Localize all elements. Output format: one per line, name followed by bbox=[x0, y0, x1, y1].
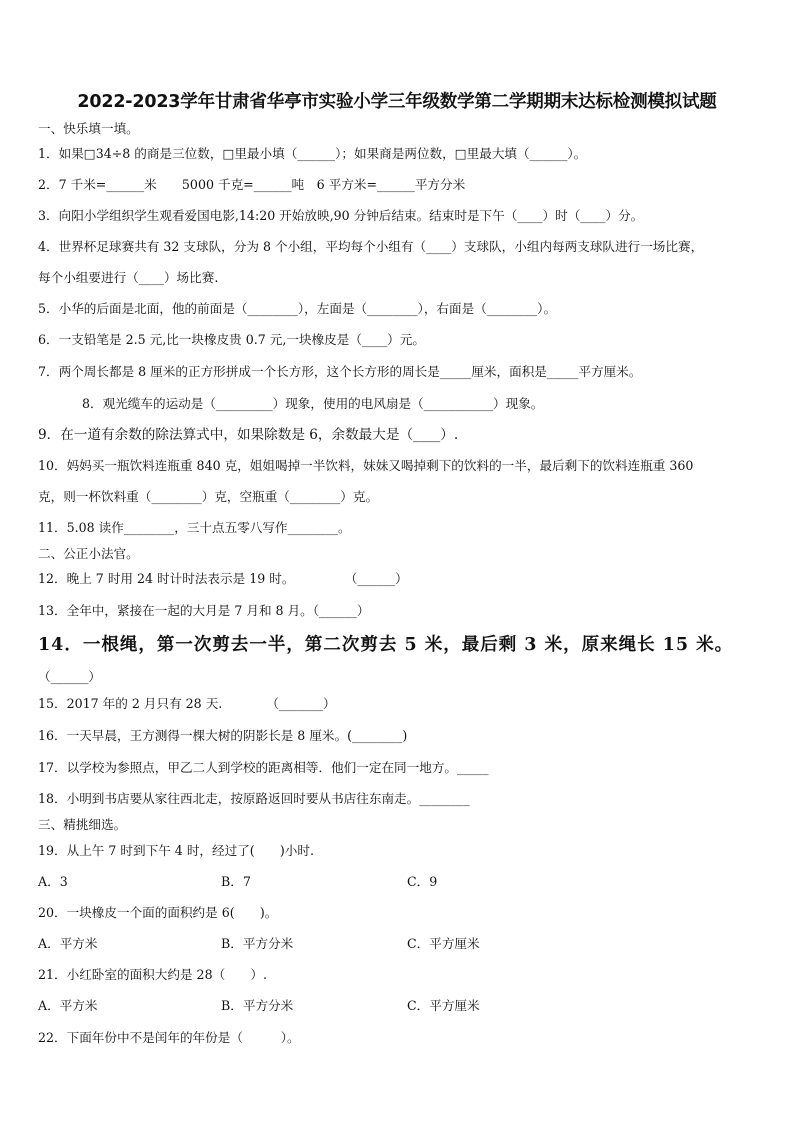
question-21-option-a: A．平方米 bbox=[38, 998, 98, 1013]
question-1: 1．如果□34÷8 的商是三位数，□里最小填（______）；如果商是两位数，□里最大填（______）。 bbox=[38, 146, 587, 161]
section-heading-1: 一、快乐填一填。 bbox=[38, 121, 139, 136]
section-heading-2: 二、公正小法官。 bbox=[38, 546, 139, 561]
question-7: 7．两个周长都是 8 厘米的正方形拼成一个长方形，这个长方形的周长是_____厘米，面积是_____平方厘米。 bbox=[38, 364, 642, 379]
question-21: 21．小红卧室的面积大约是 28（ ）. bbox=[38, 967, 267, 982]
question-9: 9．在一道有余数的除法算式中，如果除数是 6，余数最大是（____）. bbox=[38, 427, 459, 443]
question-5: 5．小华的后面是北面，他的前面是（________），左面是（________），右面是（________）。 bbox=[38, 301, 557, 316]
question-14-line-2: （______） bbox=[38, 669, 101, 684]
question-19-option-a: A．3 bbox=[38, 874, 68, 889]
question-22: 22．下面年份中不是闰年的年份是（ ）。 bbox=[38, 1030, 300, 1045]
question-14-line-1: 14．一根绳，第一次剪去一半，第二次剪去 5 米，最后剩 3 米，原来绳长 15 米。 bbox=[38, 635, 734, 655]
question-21-option-c: C．平方厘米 bbox=[407, 998, 480, 1013]
question-15: 15．2017 年的 2 月只有 28 天. （_______） bbox=[38, 696, 336, 711]
question-10-line-2: 克，则一杯饮料重（________）克，空瓶重（________）克。 bbox=[38, 489, 379, 504]
question-4-line-2: 每个小组要进行（____）场比赛. bbox=[38, 270, 219, 285]
question-20-option-a: A．平方米 bbox=[38, 936, 98, 951]
question-11: 11．5.08 读作________，三十点五零八写作________。 bbox=[38, 520, 351, 535]
section-heading-3: 三、精挑细选。 bbox=[38, 817, 127, 832]
page-title: 2022-2023学年甘肃省华亭市实验小学三年级数学第二学期期末达标检测模拟试题 bbox=[77, 92, 717, 112]
question-20: 20．一块橡皮一个面的面积约是 6( )。 bbox=[38, 905, 278, 920]
question-19-option-b: B．7 bbox=[221, 874, 251, 889]
question-10-line-1: 10．妈妈买一瓶饮料连瓶重 840 克，姐姐喝掉一半饮料，妹妹又喝掉剩下的饮料的一半，最后剩下的饮料连瓶重 360 bbox=[38, 458, 694, 473]
question-17: 17．以学校为参照点，甲乙二人到学校的距离相等．他们一定在同一地方。_____ bbox=[38, 760, 489, 775]
question-6: 6．一支铅笔是 2.5 元,比一块橡皮贵 0.7 元,一块橡皮是（____）元。 bbox=[38, 332, 425, 347]
question-21-option-b: B．平方分米 bbox=[221, 998, 294, 1013]
question-20-option-c: C．平方厘米 bbox=[407, 936, 480, 951]
question-19-option-c: C．9 bbox=[407, 874, 438, 889]
question-4-line-1: 4．世界杯足球赛共有 32 支球队，分为 8 个小组，平均每个小组有（____）支球队，小组内每两支球队进行一场比赛， bbox=[38, 239, 704, 254]
question-20-option-b: B．平方分米 bbox=[221, 936, 294, 951]
question-16: 16．一天早晨，王方测得一棵大树的阴影长是 8 厘米。(________) bbox=[38, 728, 408, 743]
question-13: 13．全年中，紧接在一起的大月是 7 月和 8 月。（______） bbox=[38, 603, 370, 618]
question-18: 18．小明到书店要从家往西北走，按原路返回时要从书店往东南走。________ bbox=[38, 791, 470, 806]
question-19: 19．从上午 7 时到下午 4 时，经过了( )小时. bbox=[38, 843, 314, 858]
question-2: 2．7 千米=______米 5000 千克=______吨 6 平方米=______平方分米 bbox=[38, 177, 466, 192]
question-3: 3．向阳小学组织学生观看爱国电影,14:20 开始放映,90 分钟后结束。结束时是下午（____）时（____）分。 bbox=[38, 208, 644, 223]
question-12: 12．晚上 7 时用 24 时计时法表示是 19 时。 （______） bbox=[38, 571, 408, 586]
question-8: 8．观光缆车的运动是（_________）现象，使用的电风扇是（___________）现象。 bbox=[82, 396, 544, 411]
